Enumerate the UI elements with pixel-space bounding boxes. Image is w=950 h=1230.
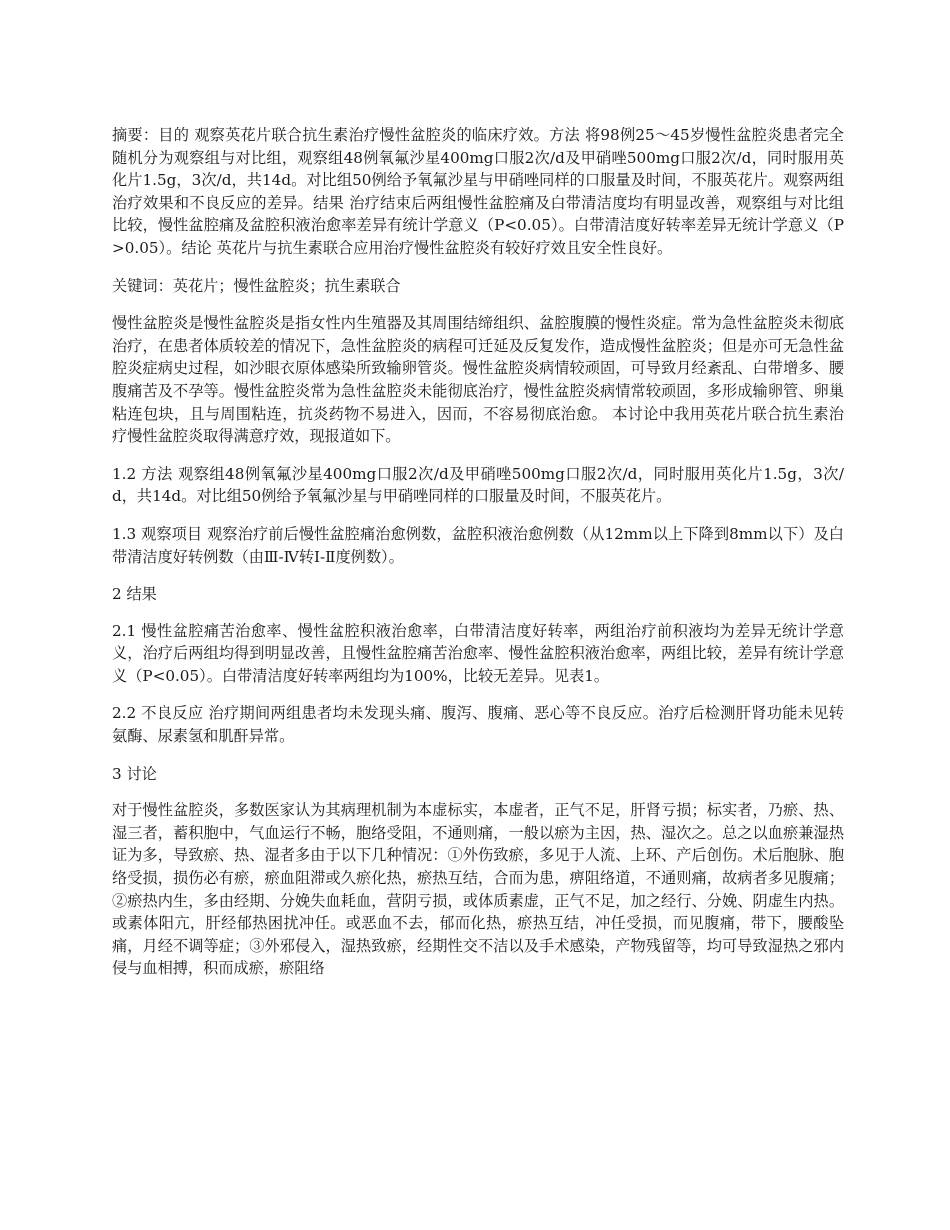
abstract-paragraph: 摘要：目的 观察英花片联合抗生素治疗慢性盆腔炎的临床疗效。方法 将98例25～45岁慢性盆腔炎患者完全随机分为观察组与对比组，观察组48例氧氟沙星400mg口服2次/d及甲硝唑500mg口服2次/d，同时服用英化片1.5g，3次/d，共14d。对比组50例给予氧氟沙星与甲硝唑同样的口服量及时间，不服英花片。观察两组治疗效果和不良反应的差异。结果 治疗结束后两组慢性盆腔痛及白带清洁度均有明显改善，观察组与对比组比较，慢性盆腔痛及盆腔积液治愈率差异有统计学意义（P<0.05）。白带清洁度好转率差异无统计学意义（P>0.05）。结论 英花片与抗生素联合应用治疗慢性盆腔炎有较好疗效且安全性良好。 bbox=[112, 126, 844, 257]
article-body bbox=[112, 124, 844, 995]
section-2-heading: 2 结果 bbox=[112, 585, 157, 604]
discussion-paragraph: 对于慢性盆腔炎，多数医家认为其病理机制为本虚标实，本虚者，正气不足，肝肾亏损；标实者，乃瘀、热、湿三者，蓄积胞中，气血运行不畅，胞络受阻，不通则痛，一般以瘀为主因，热、湿次之。总之以血瘀兼湿热证为多，导致瘀、热、湿者多由于以下几种情况：①外伤致瘀，多见于人流、上环、产后创伤。术后胞脉、胞络受损，损伤必有瘀，瘀血阻滞或久瘀化热，瘀热互结，合而为患，痹阻络道，不通则痛，故病者多见腹痛；②瘀热内生，多由经期、分娩失血耗血，营阴亏损，或体质素虚，正气不足，加之经行、分娩、阴虚生内热。或素体阳亢，肝经郁热困扰冲任。或恶血不去，郁而化热，瘀热互结，冲任受损，而见腹痛，带下，腰酸坠痛，月经不调等症；③外邪侵入，湿热致瘀，经期性交不洁以及手术感染，产物残留等，均可导致湿热之邪内侵与血相搏，积而成瘀，瘀阻络 bbox=[112, 801, 844, 978]
section-3-heading: 3 讨论 bbox=[112, 764, 157, 783]
intro-paragraph: 慢性盆腔炎是慢性盆腔炎是指女性内生殖器及其周围结缔组织、盆腔腹膜的慢性炎症。常为急性盆腔炎未彻底治疗，在患者体质较差的情况下，急性盆腔炎的病程可迁延及反复发作，造成慢性盆腔炎；但是亦可无急性盆腔炎症病史过程，如沙眼衣原体感染所致输卵管炎。慢性盆腔炎病情较顽固，可导致月经紊乱、白带增多、腰腹痛苦及不孕等。慢性盆腔炎常为急性盆腔炎未能彻底治疗，慢性盆腔炎病情常较顽固，多形成输卵管、卵巢粘连包块，且与周围粘连，抗炎药物不易进入，因而，不容易彻底治愈。 本讨论中我用英花片联合抗生素治疗慢性盆腔炎取得满意疗效，现报道如下。 bbox=[112, 314, 844, 446]
section-2-2-paragraph: 2.2 不良反应 治疗期间两组患者均未发现头痛、腹泻、腹痛、恶心等不良反应。治疗后检测肝肾功能未见转氨酶、尿素氢和肌酐异常。 bbox=[112, 704, 844, 746]
section-1-2-paragraph: 1.2 方法 观察组48例氧氟沙星400mg口服2次/d及甲硝唑500mg口服2次/d，同时服用英化片1.5g，3次/d，共14d。对比组50例给予氧氟沙星与甲硝唑同样的口服量及时间，不服英花片。 bbox=[112, 464, 844, 506]
section-2-1-paragraph: 2.1 慢性盆腔痛苦治愈率、慢性盆腔积液治愈率，白带清洁度好转率，两组治疗前积液均为差异无统计学意义，治疗后两组均得到明显改善，且慢性盆腔痛苦治愈率、慢性盆腔积液治愈率，两组比较，差异有统计学意义（P<0.05）。白带清洁度好转率两组均为100%，比较无差异。见表1。 bbox=[112, 621, 844, 685]
keywords-paragraph: 关键词：英花片；慢性盆腔炎；抗生素联合 bbox=[112, 276, 401, 295]
section-1-3-paragraph: 1.3 观察项目 观察治疗前后慢性盆腔痛治愈例数，盆腔积液治愈例数（从12mm以上下降到8mm以下）及白带清洁度好转例数（由Ⅲ-Ⅳ转Ⅰ-Ⅱ度例数）。 bbox=[112, 524, 844, 566]
